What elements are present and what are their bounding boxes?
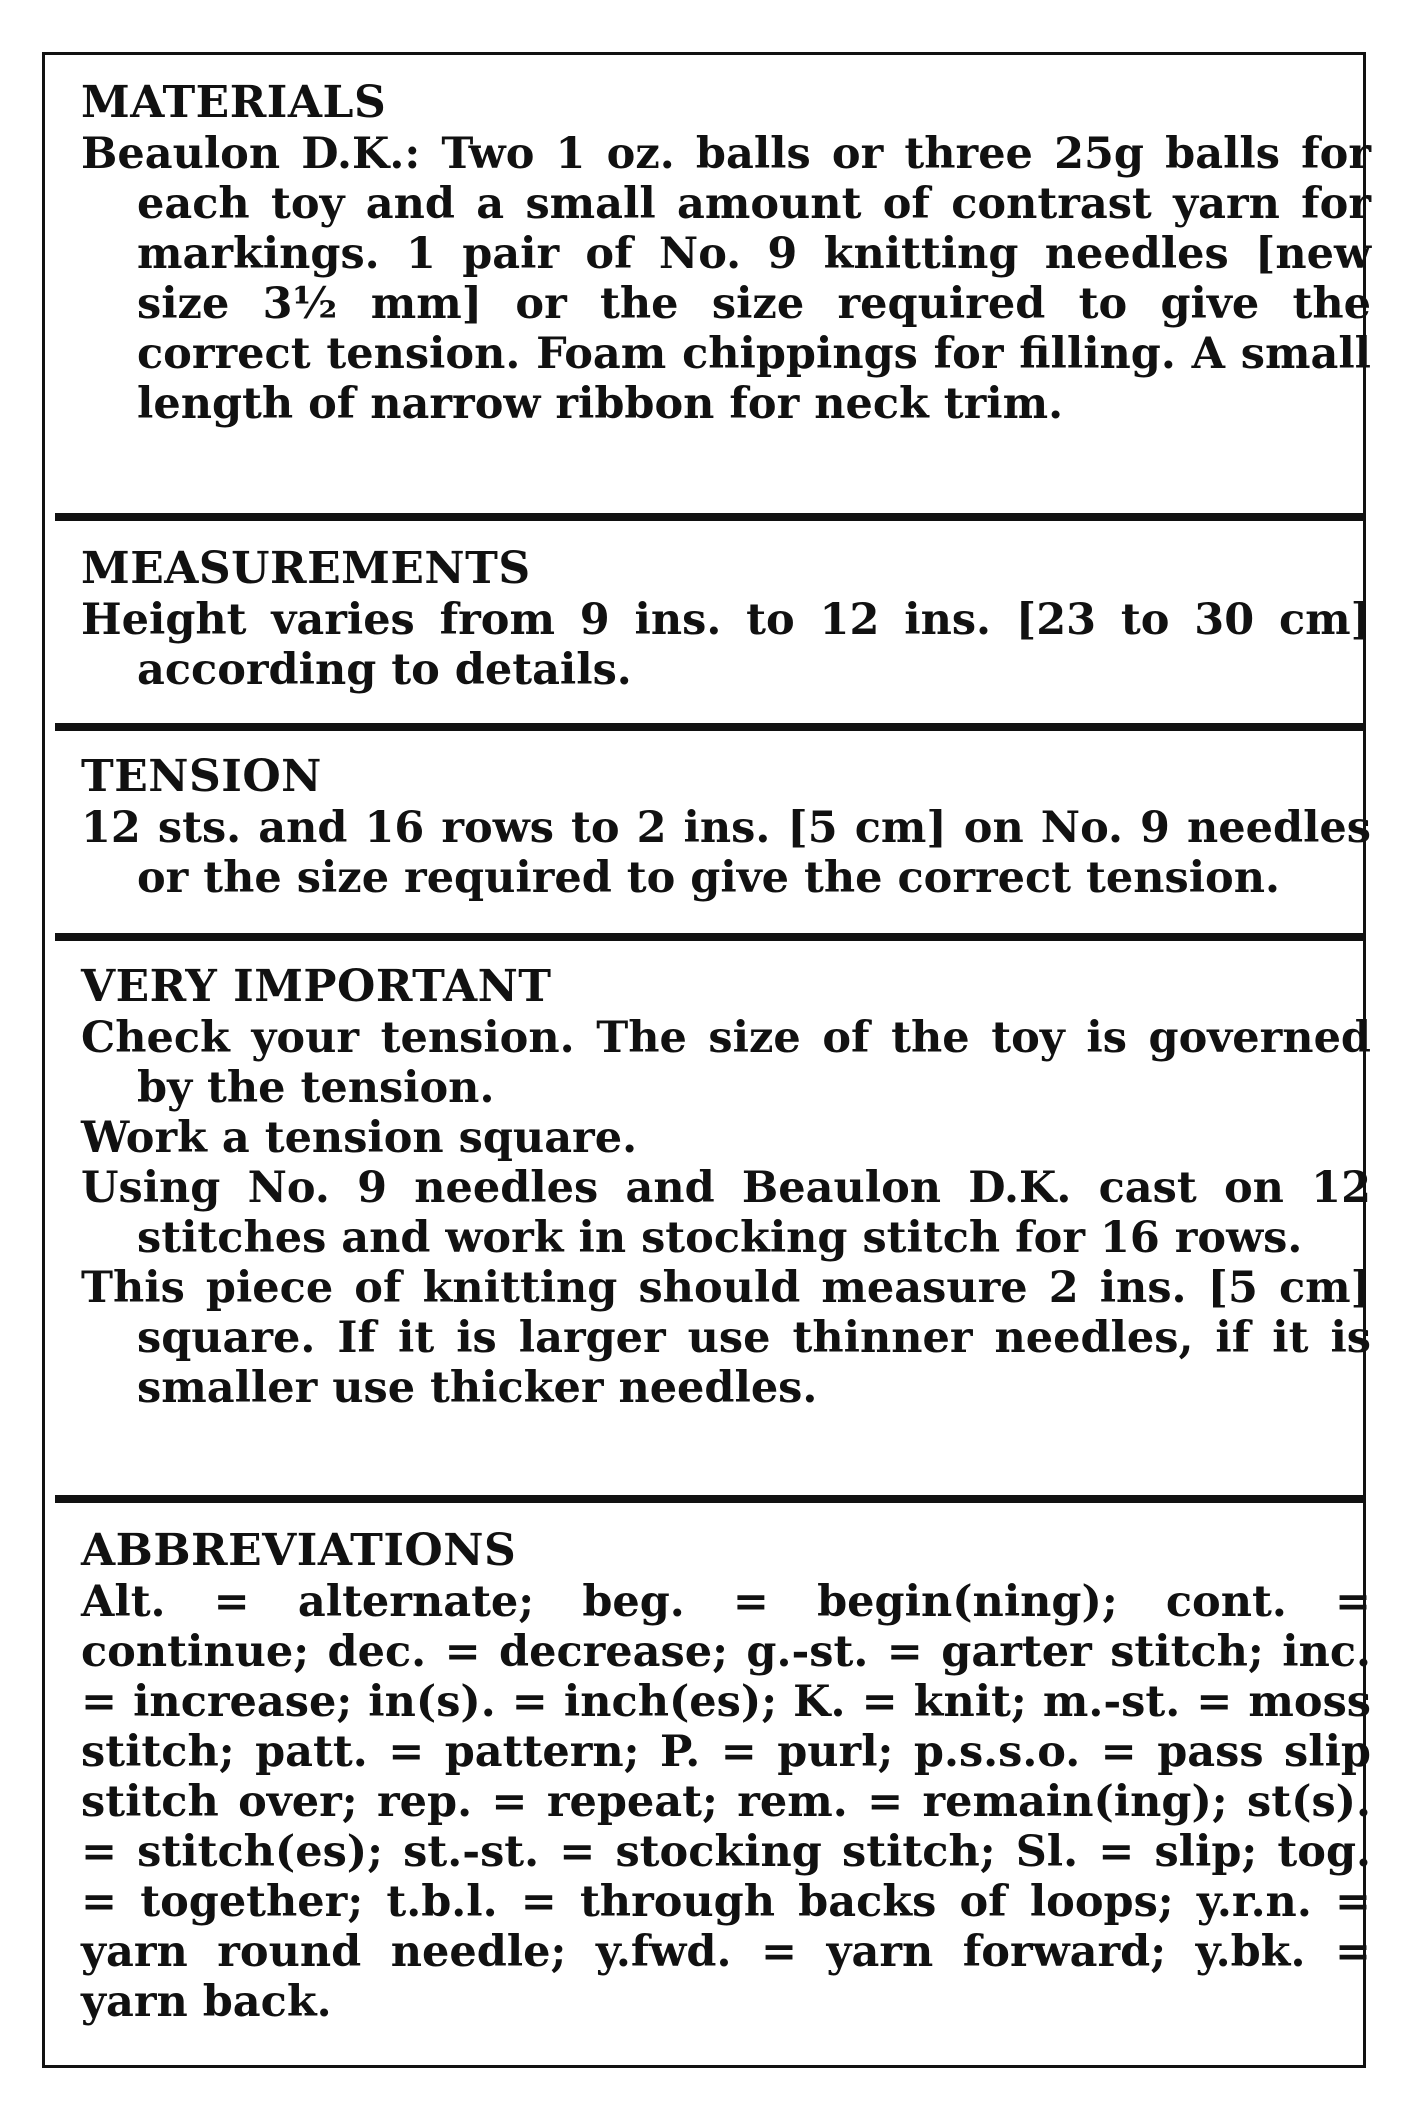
materials-heading: MATERIALS [81,77,387,128]
abbreviations-heading: ABBREVIATIONS [81,1525,517,1576]
measurements-heading: MEASUREMENTS [81,543,531,594]
section-divider [55,513,1365,521]
measurements-section [81,543,1371,695]
document-frame [42,52,1371,2068]
materials-section [81,77,1371,429]
tension-heading: TENSION [81,751,322,802]
section-divider [55,1495,1365,1503]
important-paragraph: Using No. 9 needles and Beaulon D.K. cast on 12 stitches and work in stocking stitch for 16 rows. [81,1163,1371,1263]
tension-text: 12 sts. and 16 rows to 2 ins. [5 cm] on No. 9 needles or the size required to give the correct tension. [81,803,1371,903]
important-paragraph: Work a tension square. [81,1113,638,1163]
section-divider [55,933,1365,941]
abbreviations-text: Alt. = alternate; beg. = begin(ning); cont. = continue; dec. = decrease; g.-st. = garter stitch; inc. = increase; in(s). = inch(es); K. = knit; m.-st. = moss stitch; patt. = pattern; P. = purl; p.s.s.o. = pass slip stitch over; rep. = repeat; rem. = remain(ing); st(s). = stitch(es); st.-st. = stocking stitch; Sl. = slip; tog. = together; t.b.l. = through backs of loops; y.r.n. = yarn round needle; y.fwd. = yarn forward; y.bk. = yarn back. [81,1577,1371,2027]
section-divider [55,723,1365,731]
important-paragraph: This piece of knitting should measure 2 ins. [5 cm] square. If it is larger use thinner needles, if it is smaller use thicker needles. [81,1263,1371,1413]
abbreviations-section [81,1525,1371,2027]
measurements-text: Height varies from 9 ins. to 12 ins. [23 to 30 cm] according to details. [81,595,1371,695]
important-section [81,961,1371,1413]
materials-text: Beaulon D.K.: Two 1 oz. balls or three 25g balls for each toy and a small amount of contrast yarn for markings. 1 pair of No. 9 knitting needles [new size 3½ mm] or the size required to give the correct tension. Foam chippings for filling. A small length of narrow ribbon for neck trim. [81,129,1371,429]
important-paragraph: Check your tension. The size of the toy is governed by the tension. [81,1013,1371,1113]
important-heading: VERY IMPORTANT [81,961,552,1012]
tension-section [81,751,1371,903]
